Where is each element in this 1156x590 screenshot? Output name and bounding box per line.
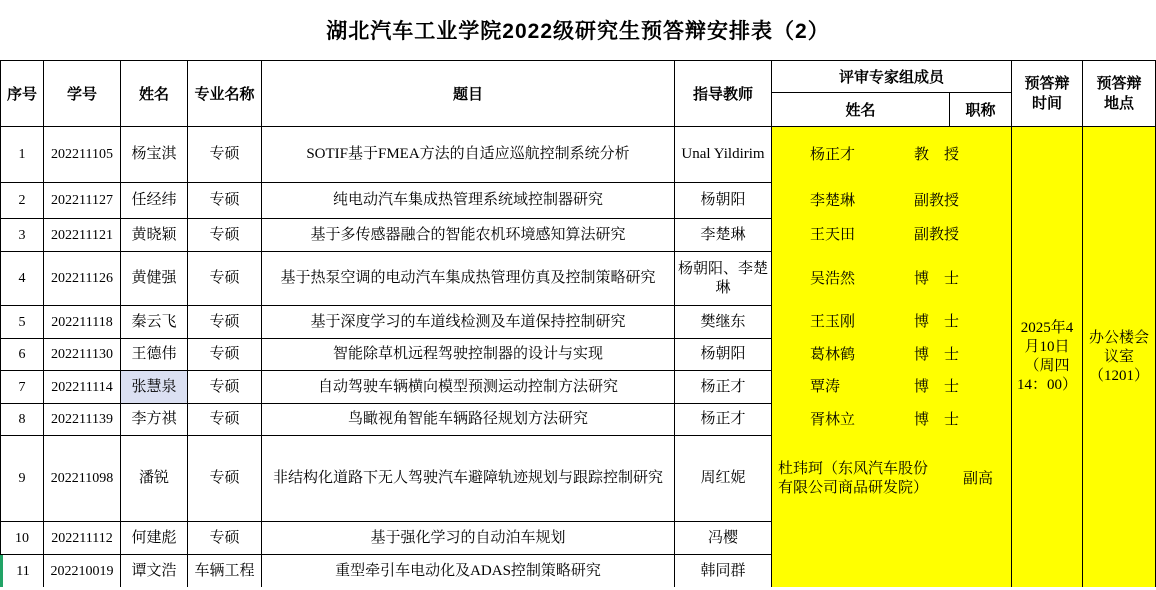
col-header-topic[interactable]: 题目 [262, 60, 675, 127]
cell-advisor[interactable]: 周红妮 [675, 436, 772, 522]
cell-major[interactable]: 专硕 [188, 522, 262, 555]
expert-name: 杜玮珂（东风汽车股份有限公司商品研发院） [778, 461, 929, 496]
col-header-name[interactable]: 姓名 [121, 60, 188, 127]
expert-name: 王天田 [810, 227, 856, 243]
cell-major[interactable]: 专硕 [188, 252, 262, 306]
cell-expert[interactable] [772, 371, 1012, 404]
expert-entry [774, 378, 1009, 397]
cell-major[interactable]: 专硕 [188, 404, 262, 436]
cell-advisor[interactable]: 樊继东 [675, 306, 772, 339]
expert-title: 博 士 [914, 314, 960, 330]
cell-topic[interactable]: 非结构化道路下无人驾驶汽车避障轨迹规划与跟踪控制研究 [262, 436, 675, 522]
cell-student-name[interactable]: 黄晓颖 [121, 219, 188, 252]
expert-title: 博 士 [914, 411, 960, 428]
cell-major[interactable]: 专硕 [188, 436, 262, 522]
cell-topic[interactable]: 基于强化学习的自动泊车规划 [262, 522, 675, 555]
cell-student-name[interactable]: 任经纬 [121, 183, 188, 219]
cell-seq[interactable]: 6 [0, 339, 44, 371]
cell-student-name[interactable]: 黄健强 [121, 252, 188, 306]
expert-title: 副高 [963, 470, 994, 487]
cell-topic[interactable]: 基于深度学习的车道线检测及车道保持控制研究 [262, 306, 675, 339]
cell-seq[interactable]: 9 [0, 436, 44, 522]
expert-title: 博 士 [914, 270, 960, 287]
expert-name: 覃涛 [810, 379, 841, 395]
expert-name: 王玉刚 [810, 314, 856, 330]
col-header-major[interactable]: 专业名称 [188, 60, 262, 127]
cell-advisor[interactable]: 杨正才 [675, 404, 772, 436]
cell-topic[interactable]: 基于多传感器融合的智能农机环境感知算法研究 [262, 219, 675, 252]
expert-entry [774, 346, 1009, 365]
cell-student-name[interactable]: 王德伟 [121, 339, 188, 371]
cell-seq[interactable]: 11 [0, 555, 44, 587]
expert-entry [774, 411, 1009, 430]
cell-student-name[interactable]: 张慧泉 [121, 371, 188, 404]
cell-major[interactable]: 专硕 [188, 339, 262, 371]
cell-student-id[interactable]: 202211112 [44, 522, 121, 555]
cell-student-id[interactable]: 202211105 [44, 127, 121, 183]
cell-topic[interactable]: 基于热泵空调的电动汽车集成热管理仿真及控制策略研究 [262, 252, 675, 306]
cell-major[interactable]: 专硕 [188, 219, 262, 252]
cell-seq[interactable]: 10 [0, 522, 44, 555]
expert-entry [774, 313, 1009, 332]
col-header-seq[interactable]: 序号 [0, 60, 44, 127]
cell-student-id[interactable]: 202211098 [44, 436, 121, 522]
cell-seq[interactable]: 4 [0, 252, 44, 306]
defense-time-line: 月10日 [1024, 339, 1070, 355]
expert-title: 副教授 [914, 227, 960, 243]
col-header-time[interactable]: 预答辩时间 [1012, 60, 1083, 127]
page-title: 湖北汽车工业学院2022级研究生预答辩安排表（2） [326, 20, 830, 43]
cell-student-name[interactable]: 潘锐 [121, 436, 188, 522]
cell-expert[interactable] [772, 306, 1012, 339]
cell-topic[interactable]: 鸟瞰视角智能车辆路径规划方法研究 [262, 404, 675, 436]
cell-seq[interactable]: 7 [0, 371, 44, 404]
cell-advisor[interactable]: 韩同群 [675, 555, 772, 587]
col-header-student-id[interactable]: 学号 [44, 60, 121, 127]
defense-time-line: 14：00） [1017, 377, 1078, 393]
cell-student-name[interactable]: 秦云飞 [121, 306, 188, 339]
cell-advisor[interactable]: 杨朝阳 [675, 339, 772, 371]
cell-student-name[interactable]: 杨宝淇 [121, 127, 188, 183]
expert-name: 李楚琳 [810, 192, 856, 209]
expert-entry [774, 270, 1009, 289]
cell-student-id[interactable]: 202211121 [44, 219, 121, 252]
cell-expert[interactable] [772, 522, 1012, 555]
cell-student-id[interactable]: 202211114 [44, 371, 121, 404]
schedule-table [0, 60, 1156, 587]
cell-expert[interactable] [772, 252, 1012, 306]
cell-topic[interactable]: SOTIF基于FMEA方法的自适应巡航控制系统分析 [262, 127, 675, 183]
cell-student-name[interactable]: 谭文浩 [121, 555, 188, 587]
cell-expert[interactable] [772, 404, 1012, 436]
cell-student-id[interactable]: 202211139 [44, 404, 121, 436]
cell-advisor[interactable]: 李楚琳 [675, 219, 772, 252]
expert-title: 博 士 [914, 346, 960, 363]
cell-expert[interactable] [772, 219, 1012, 252]
cell-expert[interactable] [772, 183, 1012, 219]
cell-topic[interactable]: 纯电动汽车集成热管理系统域控制器研究 [262, 183, 675, 219]
cell-seq[interactable]: 2 [0, 183, 44, 219]
cell-student-id[interactable]: 202211126 [44, 252, 121, 306]
cell-advisor[interactable]: Unal Yildirim [675, 127, 772, 183]
cell-defense-location[interactable] [1083, 127, 1156, 587]
cell-major[interactable]: 专硕 [188, 306, 262, 339]
col-header-advisor[interactable]: 指导教师 [675, 60, 772, 127]
cell-major[interactable]: 专硕 [188, 127, 262, 183]
expert-entry [774, 192, 1009, 211]
cell-seq[interactable]: 3 [0, 219, 44, 252]
cell-expert[interactable] [772, 127, 1012, 183]
expert-name: 胥林立 [810, 411, 856, 428]
expert-name: 吴浩然 [810, 270, 856, 287]
expert-entry [774, 460, 1009, 498]
col-header-expert-group[interactable]: 评审专家组成员 [772, 60, 1012, 93]
col-header-location[interactable]: 预答辩地点 [1083, 60, 1156, 127]
cell-expert[interactable] [772, 436, 1012, 522]
cell-topic[interactable]: 重型牵引车电动化及ADAS控制策略研究 [262, 555, 675, 587]
cell-seq[interactable]: 8 [0, 404, 44, 436]
cell-advisor[interactable]: 冯樱 [675, 522, 772, 555]
col-header-expert-title[interactable]: 职称 [950, 93, 1012, 127]
expert-title: 教 授 [914, 146, 960, 163]
defense-location-line: （1201） [1089, 367, 1150, 384]
cell-student-name[interactable]: 李方祺 [121, 404, 188, 436]
cell-major[interactable]: 车辆工程 [188, 555, 262, 587]
cell-student-name[interactable]: 何建彪 [121, 522, 188, 555]
cell-topic[interactable]: 智能除草机远程驾驶控制器的设计与实现 [262, 339, 675, 371]
expert-title: 博 士 [914, 379, 960, 395]
cell-topic[interactable]: 自动驾驶车辆横向模型预测运动控制方法研究 [262, 371, 675, 404]
cell-advisor[interactable]: 杨正才 [675, 371, 772, 404]
cell-student-id[interactable]: 202211130 [44, 339, 121, 371]
col-header-expert-name[interactable]: 姓名 [772, 93, 950, 127]
cell-seq[interactable]: 1 [0, 127, 44, 183]
expert-title: 副教授 [914, 192, 960, 209]
cell-expert[interactable] [772, 555, 1012, 587]
expert-entry [774, 226, 1009, 245]
expert-entry [774, 146, 1009, 165]
expert-name: 杨正才 [810, 146, 856, 163]
cell-major[interactable]: 专硕 [188, 371, 262, 404]
cell-advisor[interactable]: 杨朝阳 [675, 183, 772, 219]
cell-expert[interactable] [772, 339, 1012, 371]
defense-time-line: （周四 [1024, 358, 1070, 374]
defense-location-line: 议室 [1104, 348, 1135, 365]
cell-student-id[interactable]: 202210019 [44, 555, 121, 587]
defense-time-line: 2025年4 [1020, 320, 1074, 336]
defense-location-line: 办公楼会 [1089, 329, 1150, 346]
cell-student-id[interactable]: 202211127 [44, 183, 121, 219]
cell-major[interactable]: 专硕 [188, 183, 262, 219]
cell-advisor[interactable]: 杨朝阳、李楚琳 [675, 252, 772, 306]
expert-name: 葛林鹤 [810, 346, 856, 363]
cell-defense-time[interactable] [1012, 127, 1083, 587]
cell-seq[interactable]: 5 [0, 306, 44, 339]
cell-student-id[interactable]: 202211118 [44, 306, 121, 339]
